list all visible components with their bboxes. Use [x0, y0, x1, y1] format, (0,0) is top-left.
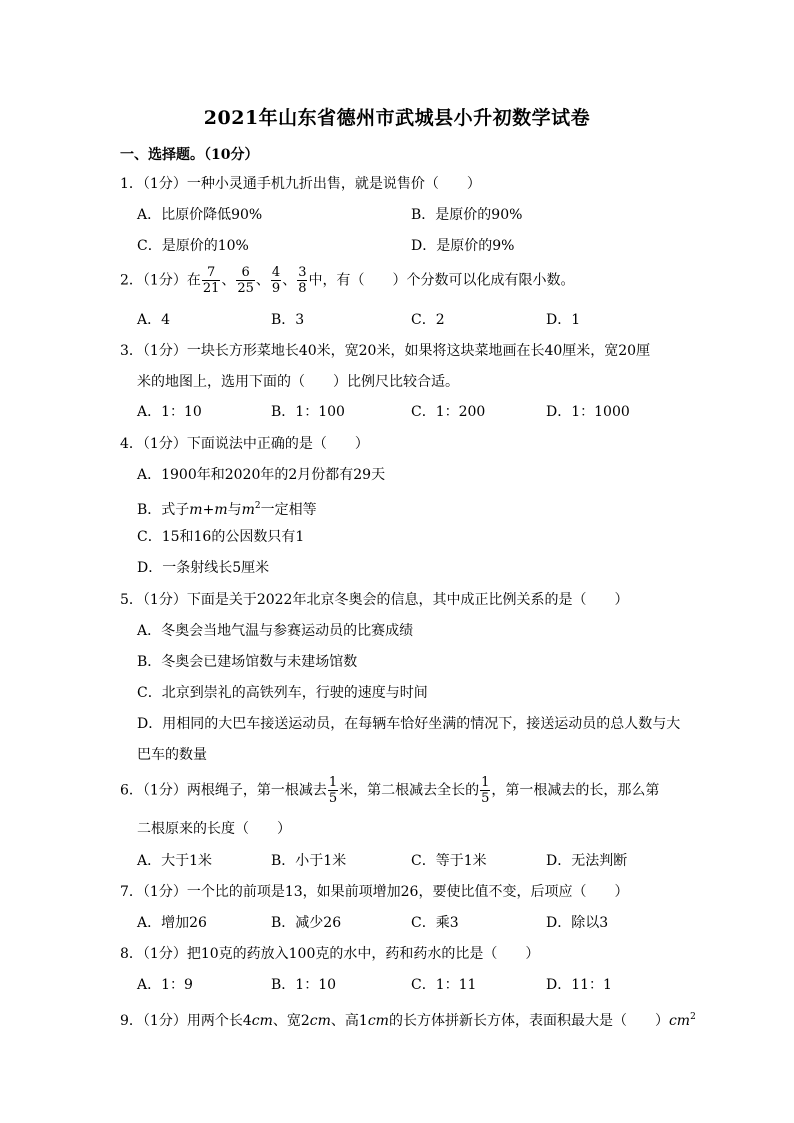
q5-option-d-line1: D．用相同的大巴车接送运动员，在每辆车恰好坐满的情况下，接送运动员的总人数与大	[137, 716, 681, 732]
q3-option-c: C．1：200	[411, 404, 486, 420]
q5-option-c: C．北京到崇礼的高铁列车，行驶的速度与时间	[137, 685, 428, 701]
q2-option-c: C．2	[411, 312, 445, 328]
q5-option-b: B．冬奥会已建场馆数与未建场馆数	[137, 654, 358, 670]
q4-option-c: C．15和16的公因数只有1	[137, 529, 305, 545]
q7-option-b: B．减少26	[271, 915, 342, 931]
q1-option-c: C．是原价的10%	[137, 238, 249, 254]
fraction-7-21: $\frac{7}{21}$	[202, 265, 220, 296]
fraction-1-5: $\frac{1}{5}$	[328, 775, 338, 806]
exam-title: 2021年山东省德州市武城县小升初数学试卷	[203, 107, 591, 129]
q7-option-a: A．增加26	[137, 915, 207, 931]
question-7: 7．（1分）一个比的前项是13，如果前项增加26，要使比值不变，后项应（ ）	[120, 884, 629, 900]
q8-option-b: B．1：10	[271, 977, 337, 993]
q3-option-b: B．1：100	[271, 404, 345, 420]
q4-option-a: A．1900年和2020年的2月份都有29天	[137, 467, 386, 483]
q7-option-c: C．乘3	[411, 915, 459, 931]
question-1: 1．（1分）一种小灵通手机九折出售，就是说售价（ ）	[120, 176, 481, 192]
q4-option-d: D．一条射线长5厘米	[137, 560, 270, 576]
q5-option-a: A．冬奥会当地气温与参赛运动员的比赛成绩	[137, 623, 414, 639]
q8-option-c: C．1：11	[411, 977, 477, 993]
q1-option-d: D．是原价的9%	[411, 238, 515, 254]
q3-option-a: A．1：10	[137, 404, 202, 420]
fraction-1-5: $\frac{1}{5}$	[481, 775, 490, 806]
q6-option-d: D．无法判断	[546, 853, 628, 869]
question-3-line1: 3．（1分）一块长方形菜地长40米，宽20米，如果将这块菜地画在长40厘米，宽20厘	[120, 343, 651, 359]
q3-option-d: D．1：1000	[546, 404, 630, 420]
question-9: 9．（1分）用两个长4cm、宽2cm、高1cm的长方体拼新长方体，表面积最大是（ ）$cm^2$	[120, 1012, 696, 1029]
q6-option-c: C．等于1米	[411, 853, 487, 869]
question-8: 8．（1分）把10克的药放入100克的水中，药和药水的比是（ ）	[120, 946, 540, 962]
question-4: 4．（1分）下面说法中正确的是（ ）	[120, 436, 369, 452]
q2-option-b: B．3	[271, 312, 305, 328]
question-6-line1: 6．（1分）两根绳子，第一根减去 $\frac{1}{5}$ 米，第二根减去全长的 $\frac{1}{5}$ ，第一根减去的长，那么第	[120, 775, 660, 806]
q4-option-b: B．式子m+m与$m^2$一定相等	[137, 501, 317, 518]
section-heading: 一、选择题。（10分）	[120, 147, 259, 163]
question-5: 5．（1分）下面是关于2022年北京冬奥会的信息，其中成正比例关系的是（ ）	[120, 592, 629, 608]
q5-option-d-line2: 巴车的数量	[137, 747, 207, 763]
q1-option-a: A．比原价降低90%	[137, 207, 263, 223]
question-6-line2: 二根原来的长度（ ）	[137, 821, 291, 837]
question-2: 2．（1分）在 $\frac{7}{21}$ 、 $\frac{6}{25}$ 、 $\frac{4}{9}$ 、 $\frac{3}{8}$ 中，有（ ）个分数可以化成有限小数。	[120, 265, 575, 296]
fraction-3-8: $\frac{3}{8}$	[298, 265, 307, 296]
question-3-line2: 米的地图上，选用下面的（ ）比例尺比较合适。	[137, 374, 459, 390]
q8-option-d: D．11：1	[546, 977, 612, 993]
fraction-6-25: $\frac{6}{25}$	[237, 265, 254, 296]
q2-option-a: A．4	[137, 312, 171, 328]
q1-option-b: B．是原价的90%	[411, 207, 523, 223]
q8-option-a: A．1：9	[137, 977, 193, 993]
q7-option-d: D．除以3	[546, 915, 609, 931]
q2-option-d: D．1	[546, 312, 581, 328]
q6-option-b: B．小于1米	[271, 853, 347, 869]
q6-option-a: A．大于1米	[137, 853, 213, 869]
fraction-4-9: $\frac{4}{9}$	[271, 265, 281, 296]
